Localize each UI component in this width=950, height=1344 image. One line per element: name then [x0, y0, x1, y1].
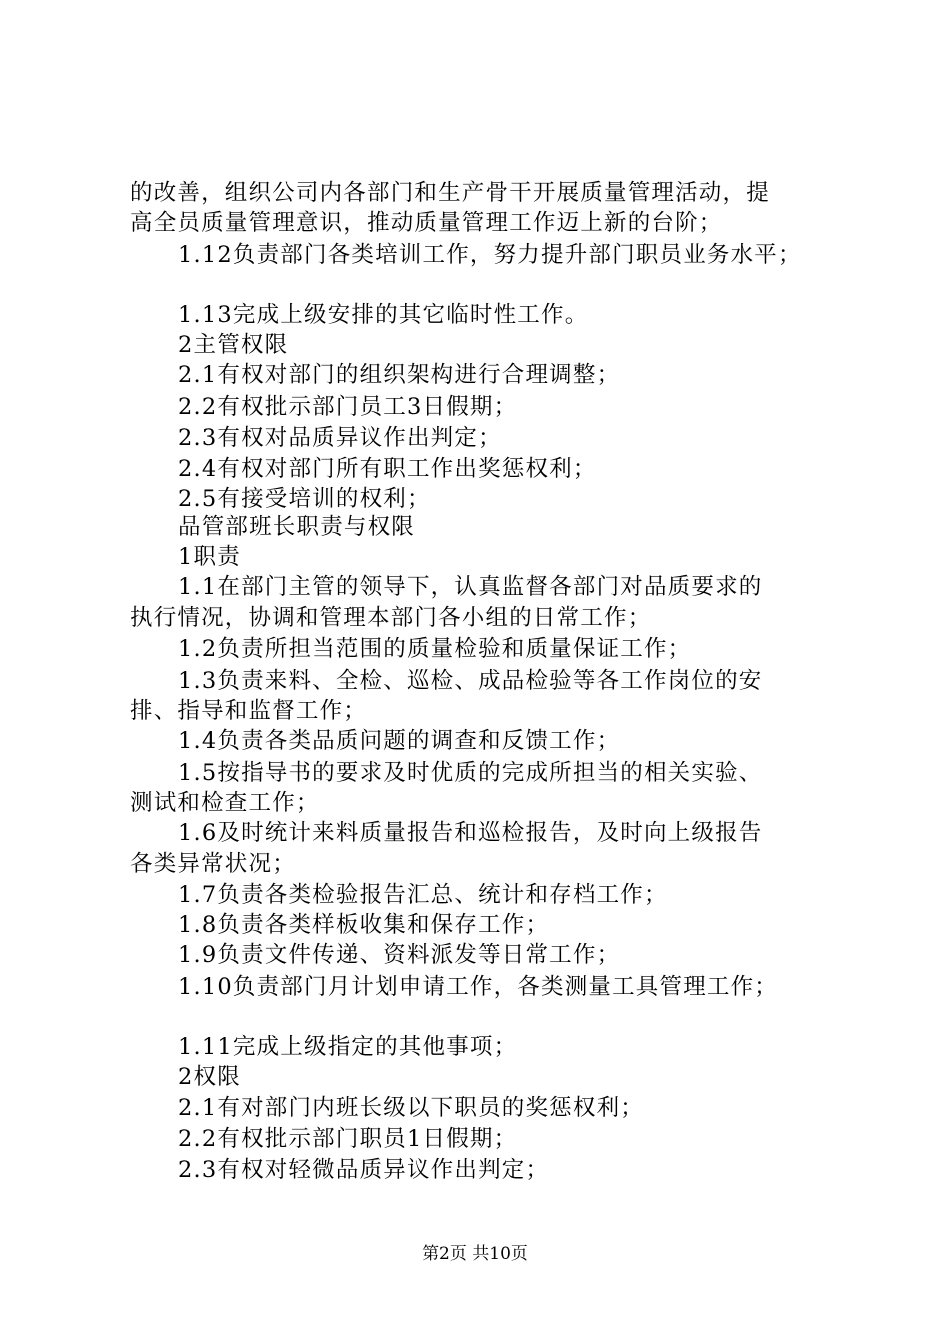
text-line: 2.1有对部门内班长级以下职员的奖惩权利；	[178, 1095, 644, 1121]
text-line: 1.1在部门主管的领导下，认真监督各部门对品质要求的	[178, 574, 763, 600]
text-line: 2.2有权批示部门职员1日假期；	[178, 1126, 518, 1152]
text-line: 1.6及时统计来料质量报告和巡检报告，及时向上级报告	[178, 820, 763, 846]
text-line: 执行情况，协调和管理本部门各小组的日常工作；	[130, 605, 652, 631]
text-line: 1.2负责所担当范围的质量检验和质量保证工作；	[178, 636, 692, 662]
text-line: 测试和检查工作；	[130, 790, 320, 816]
text-line: 2.5有接受培训的权利；	[178, 486, 431, 512]
text-line: 2.4有权对部门所有职工作出奖惩权利；	[178, 456, 597, 482]
section-heading: 品管部班长职责与权限	[178, 514, 416, 540]
text-line: 1.5按指导书的要求及时优质的完成所担当的相关实验、	[178, 760, 763, 786]
text-line: 1.9负责文件传递、资料派发等日常工作；	[178, 942, 621, 968]
text-line: 1.3负责来料、全检、巡检、成品检验等各工作岗位的安	[178, 668, 763, 694]
text-line: 2.3有权对轻微品质异议作出判定；	[178, 1157, 550, 1183]
text-line: 1.4负责各类品质问题的调查和反馈工作；	[178, 728, 621, 754]
section-heading: 2主管权限	[178, 332, 289, 358]
text-line: 排、指导和监督工作；	[130, 698, 368, 724]
text-line: 2.1有权对部门的组织架构进行合理调整；	[178, 362, 621, 388]
text-line: 高全员质量管理意识，推动质量管理工作迈上新的台阶；	[130, 210, 723, 236]
text-line: 1.11完成上级指定的其他事项；	[178, 1034, 518, 1060]
text-line: 1.13完成上级安排的其它临时性工作。	[178, 302, 589, 328]
text-line: 2.3有权对品质异议作出判定；	[178, 425, 502, 451]
text-line: 1.10负责部门月计划申请工作，各类测量工具管理工作；	[178, 974, 778, 1000]
page-number: 第2页 共10页	[422, 1244, 528, 1264]
text-line: 的改善，组织公司内各部门和生产骨干开展质量管理活动，提	[130, 180, 770, 206]
text-line: 1.12负责部门各类培训工作，努力提升部门职员业务水平；	[178, 242, 802, 268]
text-line: 2.2有权批示部门员工3日假期；	[178, 394, 518, 420]
text-line: 各类异常状况；	[130, 851, 296, 877]
section-heading: 2权限	[178, 1064, 241, 1090]
text-line: 1.8负责各类样板收集和保存工作；	[178, 912, 550, 938]
text-line: 1.7负责各类检验报告汇总、统计和存档工作；	[178, 882, 668, 908]
section-heading: 1职责	[178, 544, 241, 570]
